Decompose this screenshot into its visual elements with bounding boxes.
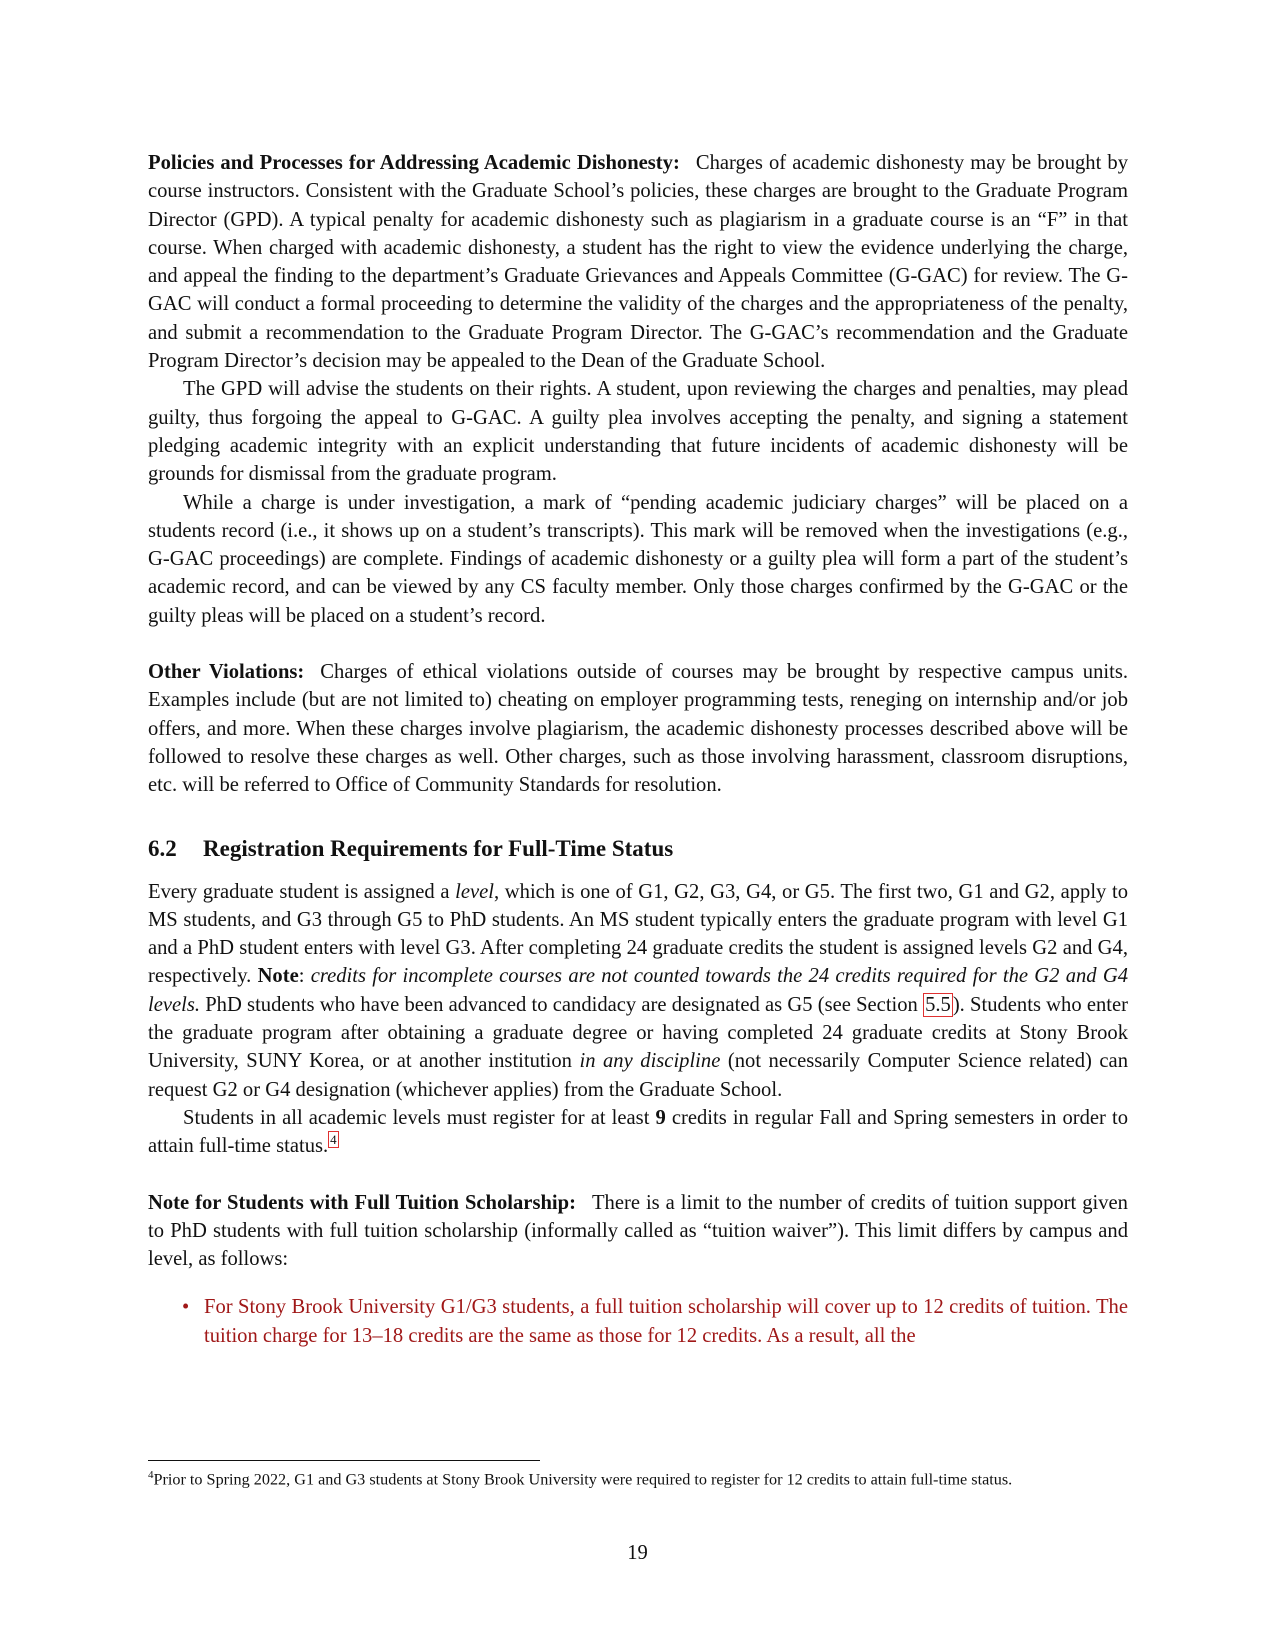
any-discipline-term: in any discipline (579, 1050, 721, 1073)
levels-text-c: PhD students who have been advanced to candidacy are designated as G5 (see Section (200, 993, 924, 1016)
level-term: level (455, 880, 494, 903)
scholarship-heading: Note for Students with Full Tuition Scholarship: (148, 1191, 576, 1214)
academic-dishonesty-paragraph (148, 149, 1128, 375)
note-label: Note (257, 965, 299, 988)
footnote-divider (148, 1460, 540, 1461)
section-reference-link[interactable]: 5.5 (925, 993, 951, 1016)
section-number: 6.2 (148, 835, 177, 861)
section-title: Registration Requirements for Full-Time Status (203, 835, 674, 861)
pending-charges-paragraph: While a charge is under investigation, a mark of “pending academic judiciary charges” will be placed on a students record (i.e., it shows up on a student’s transcripts). This mark will be removed when the investigations (e.g., G-GAC proceedings) are complete. Findings of academic dishonesty or a guilty plea will form a part of the student’s academic record, and can be viewed by any CS faculty member. Only those charges confirmed by the G-GAC or the guilty pleas will be placed on a student’s record. (148, 491, 1128, 627)
levels-text-d: ). Students who enter the graduate program after obtaining a graduate degree or having completed 24 graduate credits at Stony Brook University, SUNY Korea, or at another institution (148, 993, 1128, 1073)
academic-dishonesty-text: Charges of academic dishonesty may be brought by course instructors. Consistent with the Graduate School’s policies, these charges are brought to the Graduate Program Director (GPD). A typical penalty for academic dishonesty such as plagiarism in a graduate course is an “F” in that course. When charged with academic dishonesty, a student has the right to view the evidence underlying the charge, and appeal the finding to the department’s Graduate Grievances and Appeals Committee (G-GAC) for review. The G-GAC will conduct a formal proceeding to determine the validity of the charges and the appropriateness of the penalty, and submit a recommendation to the Graduate Program Director. The G-GAC’s recommendation and the Graduate Program Director’s decision may be appealed to the Dean of the Graduate School. (148, 152, 1128, 373)
bullet-icon: • (182, 1296, 190, 1319)
footnote (148, 1464, 1128, 1491)
credits-number: 9 (655, 1106, 666, 1129)
other-violations-heading: Other Violations: (148, 661, 305, 684)
footnote-link[interactable]: 4 (330, 1132, 337, 1148)
credits-paragraph (148, 1104, 1128, 1161)
levels-paragraph (148, 878, 1128, 1104)
other-violations-paragraph (148, 658, 1128, 799)
credits-text-a: Students in all academic levels must register for at least (183, 1106, 656, 1129)
footnote-number: 4 (148, 1469, 154, 1481)
scholarship-text: There is a limit to the number of credits of tuition support given to PhD students with full tuition scholarship (informally called as “tuition waiver”). This limit differs by campus and level, as follows: (148, 1191, 1128, 1271)
footnote-text: Prior to Spring 2022, G1 and G3 students at Stony Brook University were required to register for 12 credits to attain full-time status. (153, 1470, 1013, 1489)
page-body (148, 149, 1128, 1350)
scholarship-list (148, 1293, 1128, 1350)
note-colon: : (298, 965, 311, 988)
list-item (148, 1293, 1128, 1350)
list-item-text: For Stony Brook University G1/G3 students, a full tuition scholarship will cover up to 12 credits of tuition. The tuition charge for 13–18 credits are the same as those for 12 credits. As a result, all the (204, 1296, 1128, 1347)
levels-text-e: (not necessarily Computer Science related) can request G2 or G4 designation (whichever applies) from the Graduate School. (148, 1050, 1128, 1101)
levels-text-b: , which is one of G1, G2, G3, G4, or G5. The first two, G1 and G2, apply to MS students, and G3 through G5 to PhD students. An MS student typically enters the graduate program with level G1 and a PhD student enters with level G3. After completing 24 graduate credits the student is assigned levels G2 and G4, respectively. (148, 880, 1128, 988)
gpd-advice-paragraph: The GPD will advise the students on their rights. A student, upon reviewing the charges and penalties, may plead guilty, thus forgoing the appeal to G-GAC. A guilty plea involves accepting the penalty, and signing a statement pledging academic integrity with an explicit understanding that future incidents of academic dishonesty will be grounds for dismissal from the graduate program. (148, 378, 1128, 486)
other-violations-text: Charges of ethical violations outside of courses may be brought by respective campus units. Examples include (but are not limited to) cheating on employer programming tests, reneging on internship and/or job offers, and more. When these charges involve plagiarism, the academic dishonesty processes described above will be followed to resolve these charges as well. Other charges, such as those involving harassment, classroom disruptions, etc. will be referred to Office of Community Standards for resolution. (148, 661, 1128, 797)
scholarship-paragraph (148, 1189, 1128, 1274)
page-number: 19 (627, 1542, 648, 1564)
section-heading (148, 834, 1128, 864)
academic-dishonesty-heading: Policies and Processes for Addressing Academic Dishonesty: (148, 152, 680, 174)
levels-text-a: Every graduate student is assigned a (148, 880, 456, 903)
credits-text-b: credits in regular Fall and Spring semesters in order to attain full-time status. (148, 1106, 1128, 1158)
note-italic-text: credits for incomplete courses are not counted towards the 24 credits required for the G2 and G4 levels. (148, 965, 1129, 1016)
